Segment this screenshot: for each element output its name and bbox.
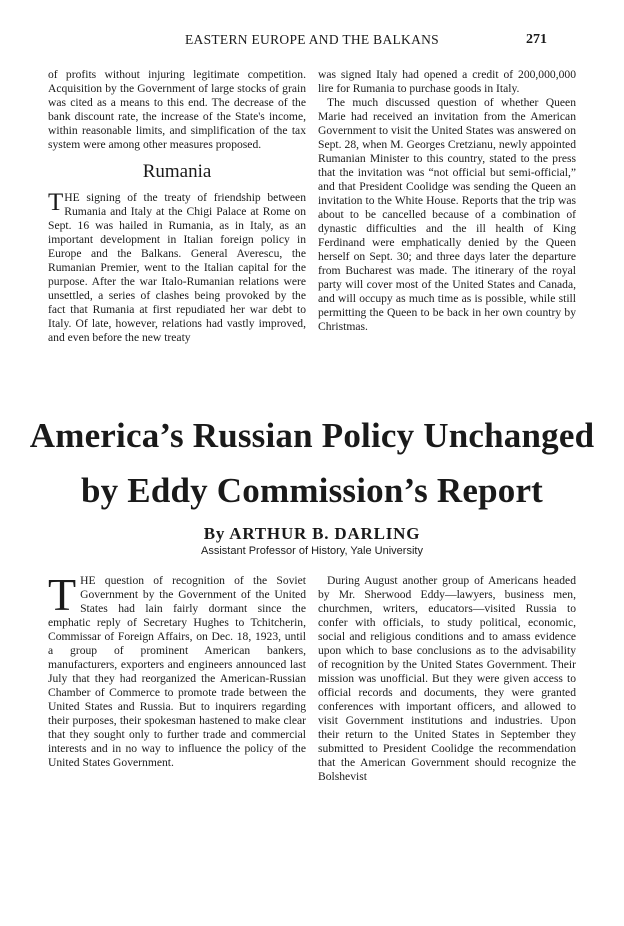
article-title-line-2: by Eddy Commission’s Report <box>80 471 544 510</box>
article-opening-text: HE question of recognition of the Soviet Government by the Government of the United States had lain fairly dormant since the emphatic reply of Secretary Hughes to Tchitcherin, Commissar of Foreign Affairs, on Dec. 18, 1923, until a group of prominent American bankers, manufacturers, exporters and engineers announced last July that they had reorganized the American-Russian Chamber of Commerce to promote trade between the United States and Russia. But to inquirers regarding their purposes, their spokesman hastened to make clear that they sought only to further trade and commercial interests and in no way to influence the policy of the United States Government. <box>48 574 306 769</box>
rumania-paragraph-text: HE signing of the treaty of friendship between Rumania and Italy at the Chigi Palace at Rome on Sept. 16 was hailed in Rumania, as in Italy, as an important development in Italian foreign policy in Europe and the Balkans. General Averescu, the Rumanian Premier, went to the Italian capital for the purpose. After the war Italo-Rumanian relations were unsettled, a series of clashes being provoked by the fact that Rumania at first repudiated her war debt to Italy. Of late, however, relations had vastly improved, and even before the new treaty <box>48 191 306 344</box>
article-opening-paragraph <box>48 569 306 770</box>
section-heading-rumania: Rumania <box>142 161 212 182</box>
byline-affiliation: Assistant Professor of History, Yale University <box>201 545 423 557</box>
credit-paragraph: was signed Italy had opened a credit of 200,000,000 lire for Rumania to purchase goods in Italy. <box>318 68 576 95</box>
eddy-commission-paragraph: During August another group of Americans headed by Mr. Sherwood Eddy—lawyers, business men, churchmen, writers, educators—visited Russia to confer with officials, to study political, economic, social and religious conditions and to amass evidence upon which to base conclusions as to the advisability of recognition by the United States Government. Their mission was unofficial. But they were given access to official records and documents, they were granted conferences with important officers, and allowed to visit Government institutions and industries. Upon their return to the United States in September they submitted to President Coolidge the recommendation that the American Government should recognize the Bolshevist <box>318 574 576 783</box>
rumania-paragraph <box>48 191 306 345</box>
article-left-column <box>48 569 306 770</box>
page-number: 271 <box>526 32 547 47</box>
article-drop-cap: T <box>48 569 77 620</box>
queen-marie-paragraph: The much discussed question of whether Queen Marie had received an invitation from the American Government to visit the United States was answered on Sept. 28, when M. Georges Cretzianu, newly appointed Rumanian Minister to this country, stated to the press that the invitation was “not official but semi-official,” and that President Coolidge was sending the Queen an invitation to the White House. Reports that the trip was about to be cancelled because of a combination of dynastic difficulties and the ill health of King Ferdinand were emphatically denied by the Queen herself on Sept. 30; and three days later the departure from Bucharest was made. The itinerary of the royal party will cover most of the United States and Canada, and will occupy as much time as is possible, while still permitting the Queen to be back in her own country by Christmas. <box>318 96 576 333</box>
top-left-column <box>48 68 306 345</box>
byline: By ARTHUR B. DARLING <box>203 524 421 543</box>
intro-paragraph: of profits without injuring legitimate competition. Acquisition by the Government of large stocks of grain was cited as a means to this end. The decrease of the bank discount rate, the increase of the State's income, within reasonable limits, and simplification of the tax system were among other measures proposed. <box>48 68 306 151</box>
article-title-line-1: America’s Russian Policy Unchanged <box>29 416 595 455</box>
running-title: EASTERN EUROPE AND THE BALKANS <box>184 32 439 47</box>
drop-cap: T <box>48 189 64 216</box>
article-right-column <box>318 574 576 784</box>
running-head <box>0 32 624 50</box>
top-right-column <box>318 68 576 334</box>
